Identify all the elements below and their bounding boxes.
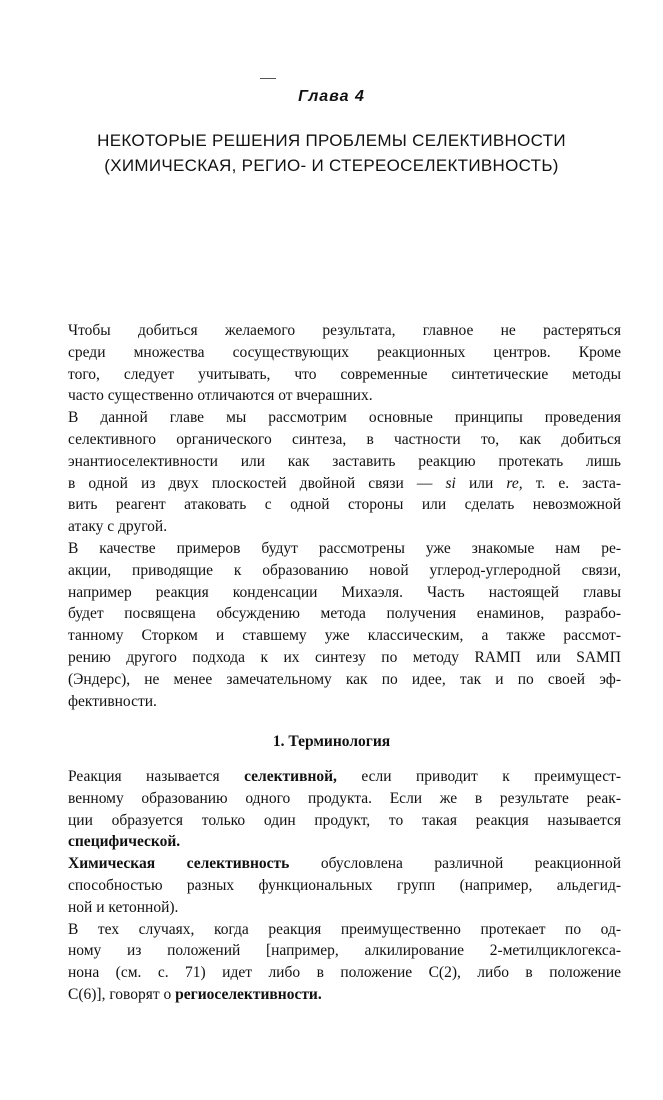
paragraph [68, 853, 621, 918]
text-line: атаку с другой. [68, 518, 168, 536]
ink-mark [260, 78, 276, 79]
term-regioselectivity: региоселективности. [175, 985, 322, 1003]
text-fragment: Реакция называется [68, 768, 220, 785]
term-si: si [445, 474, 456, 492]
text-line: танному Сторком и ставшему уже классическим, а также рассмот- [68, 627, 621, 645]
term-selective: селективной, [244, 768, 337, 785]
text-fragment: или [468, 474, 494, 492]
chapter-label: Глава 4 [298, 88, 365, 105]
text-line: В качестве примеров будут рассмотрены уже знакомые нам ре- [68, 539, 621, 557]
text-line [68, 831, 621, 853]
text-line: вить реагент атаковать с одной стороны или сделать невозможной [68, 496, 621, 514]
term-specific: специфической. [68, 833, 181, 851]
term-re: re, [506, 474, 523, 492]
text-line [68, 853, 621, 875]
text-line: В тех случаях, когда реакция преимущественно протекает по од- [68, 920, 621, 938]
section-heading: 1. Терминология [272, 733, 391, 750]
paragraph [68, 766, 621, 853]
text-line: ной и кетонной). [68, 898, 179, 916]
text-line: В данной главе мы рассмотрим основные принципы проведения [68, 409, 621, 427]
text-line [68, 766, 621, 788]
text-line: например реакция конденсации Михаэля. Часть настоящей главы [68, 583, 621, 601]
chapter-title-line: НЕКОТОРЫЕ РЕШЕНИЯ ПРОБЛЕМЫ СЕЛЕКТИВНОСТИ [97, 131, 566, 150]
text-line: среди множества сосуществующих реакционных центров. Кроме [68, 343, 621, 361]
term-chemoselectivity: Химическая селективность [68, 855, 290, 873]
text-line [68, 984, 621, 1006]
paragraph [68, 919, 621, 1006]
text-line: способностью разных функциональных групп (например, альдегид- [68, 876, 621, 894]
text-fragment: С(6)], говорят о [68, 985, 172, 1003]
text-line: нона (см. с. 71) идет либо в положение С(2), либо в положение [68, 964, 621, 982]
text-line: (Эндерс), не менее замечательному как по идее, так и по своей эф- [68, 670, 621, 688]
text-line: ному из положений [например, алкилирование 2-метилциклогекса- [68, 942, 621, 960]
section-text [68, 766, 621, 1006]
text-line: будет посвящена обсуждению метода получения енаминов, разрабо- [68, 605, 621, 623]
text-line [68, 473, 621, 495]
text-line: селективного органического синтеза, в частности то, как добиться [68, 430, 621, 448]
text-line: энантиоселективности или как заставить реакцию протекать лишь [68, 452, 621, 470]
text-line: акции, приводящие к образованию новой углерод-углеродной связи, [68, 561, 621, 579]
paragraph [68, 538, 621, 712]
text-fragment: если приводит к преимущест- [361, 768, 622, 785]
chapter-title-line: (ХИМИЧЕСКАЯ, РЕГИО- И СТЕРЕОСЕЛЕКТИВНОСТЬ) [104, 156, 559, 175]
intro-text [68, 320, 621, 712]
paragraph [68, 320, 621, 407]
text-fragment: т. е. заста- [535, 474, 622, 492]
text-line: фективности. [68, 692, 157, 710]
chapter-title [40, 128, 623, 178]
text-line: венному образованию одного продукта. Если же в результате реак- [68, 789, 621, 807]
text-line: рению другого подхода к их синтезу по методу RAMП или SAMП [68, 648, 621, 666]
text-line: Чтобы добиться желаемого результата, главное не растеряться [68, 322, 621, 339]
text-fragment: обусловлена различной реакционной [320, 855, 621, 873]
text-line: часто существенно отличаются от вчерашних. [68, 387, 373, 405]
text-line: ции образуется только один продукт, то такая реакция называется [68, 811, 621, 829]
text-line: того, следует учитывать, что современные синтетические методы [68, 365, 621, 383]
paragraph [68, 407, 621, 538]
text-fragment: в одной из двух плоскостей двойной связи — [68, 474, 433, 492]
